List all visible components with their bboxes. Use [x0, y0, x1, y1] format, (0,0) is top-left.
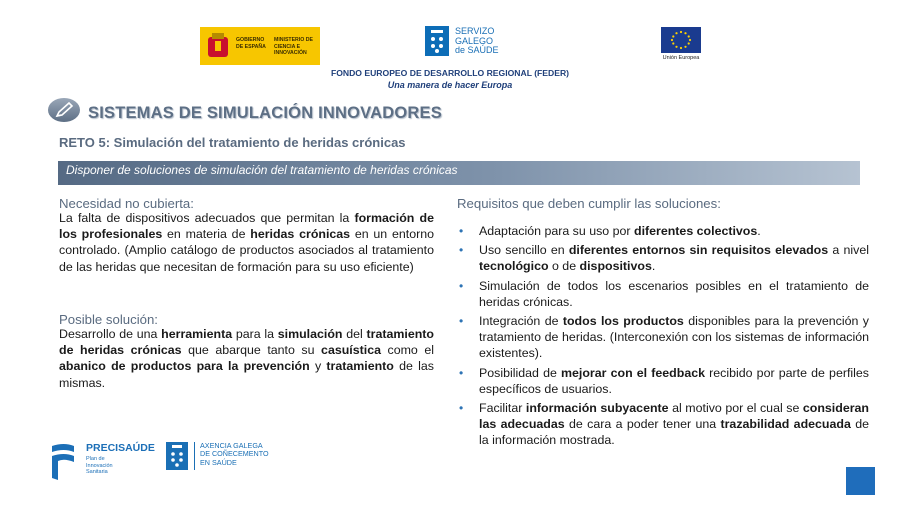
sergas-label: [455, 27, 499, 56]
requisito-text: o de: [548, 259, 580, 274]
eu-logo: [659, 27, 703, 63]
requisito-bold: tecnológico: [479, 259, 549, 274]
necesidad-heading: Necesidad no cubierta:: [59, 196, 194, 211]
precisaude-mark-icon: [50, 442, 76, 482]
acis-label: [200, 442, 280, 467]
requisito-text: de cara a poder tener una: [564, 417, 721, 432]
necesidad-text-2: en materia de: [162, 227, 251, 242]
bullet-icon: •: [459, 365, 464, 380]
precisaude-sub-2: Innovación: [86, 462, 113, 469]
bullet-icon: •: [459, 314, 464, 329]
solucion-heading: Posible solución:: [59, 312, 158, 327]
bullet-icon: •: [459, 243, 464, 258]
requisito-text: .: [757, 224, 761, 238]
precisaude-name: PRECISAÚDE: [86, 442, 155, 454]
solucion-bold: herramienta: [161, 327, 233, 341]
solucion-text: y: [309, 359, 327, 374]
sergas-line-1: SERVIZO: [455, 26, 495, 36]
acis-line-2: DE COÑECEMENTO: [200, 449, 269, 459]
requisito-text: Simulación de todos los escenarios posibles en el tratamiento de heridas crónicas.: [479, 278, 869, 309]
requisito-bold: diferentes colectivos: [634, 224, 758, 238]
gobierno-espana-logo: [200, 27, 320, 65]
requisito-item: [459, 313, 869, 362]
solucion-text: que abarque tanto su: [181, 343, 322, 358]
solucion-text: Desarrollo de una: [59, 327, 162, 341]
corner-accent-square: [846, 467, 875, 495]
requisito-item: [459, 242, 869, 274]
necesidad-bold-1: formación de los profesionales: [59, 211, 434, 242]
solucion-text: de las mismas.: [59, 359, 434, 390]
ministerio-label: MINISTERIO DE CIENCIA E INNOVACIÓN: [274, 37, 313, 56]
galicia-shield-icon: [425, 26, 449, 56]
acis-separator: [194, 442, 195, 470]
necesidad-text-1: La falta de dispositivos adecuados que permitan la: [59, 211, 355, 225]
bullet-icon: •: [459, 278, 464, 293]
requisito-bold: trazabilidad adecuada: [720, 417, 851, 432]
requisito-bold: dispositivos: [579, 259, 652, 274]
requisito-bold: todos los productos: [562, 314, 684, 329]
necesidad-bold-2: heridas crónicas: [250, 227, 351, 242]
precisaude-sub-3: Sanitaria: [86, 469, 108, 475]
acis-line-1: AXENCIA GALEGA: [200, 441, 263, 450]
requisitos-heading: Requisitos que deben cumplir las soluciones:: [457, 196, 721, 211]
requisito-text: recibido por parte de perfiles específicos de usuarios.: [479, 365, 870, 396]
reto-heading: RETO 5: Simulación del tratamiento de heridas crónicas: [59, 135, 406, 150]
requisito-bold: consideran las adecuadas: [479, 401, 869, 432]
precisaude-sub: [86, 456, 146, 476]
requisito-item: [459, 278, 869, 310]
requisito-text: Integración de: [479, 314, 563, 329]
solucion-bold: casuística: [321, 343, 381, 358]
acis-logo: [166, 442, 276, 472]
challenge-banner-text: Disponer de soluciones de simulación del tratamiento de heridas crónicas: [66, 163, 458, 177]
solucion-text: para la: [232, 327, 278, 341]
requisito-text: disponibles para la prevención y tratamiento de heridas. (Interconexión con los sistemas de información existentes).: [479, 314, 869, 361]
solucion-paragraph: [59, 326, 434, 391]
requisito-text: Uso sencillo en: [479, 243, 569, 258]
eu-label: Unión Europea: [662, 55, 700, 61]
sergas-logo: [425, 26, 515, 60]
sergas-line-3: de SAÚDE: [455, 45, 499, 56]
solucion-text: como el: [380, 343, 434, 358]
solucion-bold: simulación: [277, 327, 343, 341]
requisito-item: [459, 365, 869, 397]
precisaude-sub-1: Plan de: [86, 456, 105, 462]
bullet-icon: •: [459, 401, 464, 416]
requisito-bold: diferentes entornos sin requisitos elevados: [568, 243, 829, 258]
section-title: SISTEMAS DE SIMULACIÓN INNOVADORES: [88, 104, 442, 122]
requisito-text: al motivo por el cual se: [668, 401, 803, 416]
requisito-text: Adaptación para su uso por: [479, 224, 634, 238]
feder-subtitle: Una manera de hacer Europa: [387, 80, 513, 90]
requisito-text: de la información mostrada.: [479, 417, 869, 448]
requisito-text: .: [651, 259, 656, 274]
solucion-bold: tratamiento: [326, 359, 394, 374]
solucion-bold: tratamiento de heridas crónicas: [59, 327, 435, 358]
requisito-text: Posibilidad de: [479, 365, 562, 380]
requisito-bold: mejorar con el feedback: [561, 365, 705, 380]
eu-flag-icon: [661, 27, 701, 53]
necesidad-paragraph: [59, 210, 434, 275]
requisito-item: [459, 400, 869, 449]
galicia-shield-icon: [166, 442, 188, 470]
sergas-line-2: GALEGO: [455, 35, 494, 46]
solucion-text: del: [342, 327, 367, 341]
requisitos-list: [459, 223, 869, 452]
necesidad-text-3: en un entorno controlado. (Amplio catálogo de productos asociados al tratamiento de las heridas que necesitan de formación para su uso eficiente): [59, 227, 434, 274]
acis-line-3: EN SAÚDE: [200, 457, 237, 467]
requisito-bold: información subyacente: [525, 401, 669, 416]
requisito-text: Facilitar: [479, 401, 526, 416]
requisito-text: a nivel: [828, 243, 869, 258]
coat-of-arms-icon: [206, 31, 230, 61]
precisaude-logo: [50, 442, 160, 484]
bullet-icon: •: [459, 224, 464, 238]
pencil-icon: [47, 97, 81, 123]
feder-title: FONDO EUROPEO DE DESARROLLO REGIONAL (FEDER): [330, 68, 570, 78]
requisito-item: [459, 223, 869, 239]
solucion-bold: abanico de productos para la prevención: [59, 359, 310, 374]
gobierno-label: GOBIERNO DE ESPAÑA: [236, 37, 266, 50]
